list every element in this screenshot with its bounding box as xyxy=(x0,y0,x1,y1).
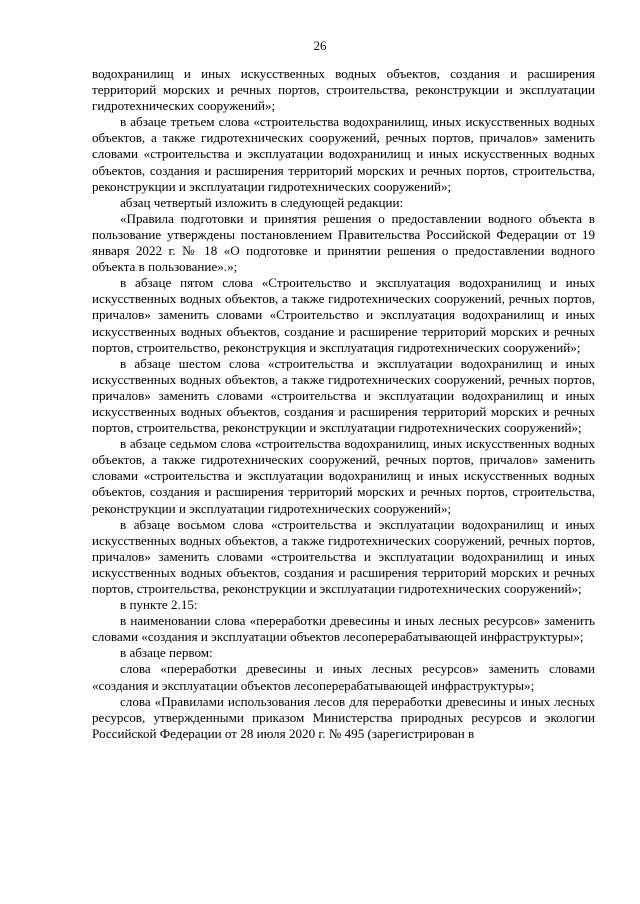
paragraph: «Правила подготовки и принятия решения о предоставлении водного объекта в пользование утверждены постановлением Правительства Российской Федерации от 19 января 2022 г. № 18 «О подготовке и принятии решения о предоставлении водного объекта в пользование».»; xyxy=(92,210,595,275)
paragraph: в абзаце седьмом слова «строительства водохранилищ, иных искусственных водных объектов, а также гидротехнических сооружений, речных портов, причалов» заменить словами «строительства и эксплуатации водохранилищ и иных искусственных водных объектов, создания и расширения территорий морских и речных портов, строительства, реконструкции и эксплуатации гидротехнических сооружений»; xyxy=(92,436,595,516)
paragraph: слова «переработки древесины и иных лесных ресурсов» заменить словами «создания и эксплуатации объектов лесоперерабатывающей инфраструктуры»; xyxy=(92,661,595,693)
paragraph: в абзаце шестом слова «строительства и эксплуатации водохранилищ и иных искусственных водных объектов, а также гидротехнических сооружений, речных портов, причалов» заменить словами «строительства и эксплуатации водохранилищ и иных искусственных водных объектов, создания и расширения территорий морских и речных портов, строительства, реконструкции и эксплуатации гидротехнических сооружений»; xyxy=(92,355,595,436)
document-body xyxy=(92,66,595,742)
page-number: 26 xyxy=(313,38,327,53)
paragraph: в абзаце пятом слова «Строительство и эксплуатация водохранилищ и иных искусственных водных объектов, а также гидротехнических сооружений, речных портов, причалов» заменить словами «Строительство и эксплуатация водохранилищ и иных искусственных водных объектов, создание и расширение территорий морских и речных портов, строительство, реконструкция и эксплуатация гидротехнических сооружений»; xyxy=(92,275,595,355)
paragraph: водохранилищ и иных искусственных водных объектов, создания и расширения территорий морских и речных портов, строительства, реконструкции и эксплуатации гидротехнических сооружений»; xyxy=(92,66,595,114)
paragraph: в наименовании слова «переработки древесины и иных лесных ресурсов» заменить словами «создания и эксплуатации объектов лесоперерабатывающей инфраструктуры»; xyxy=(92,613,595,645)
paragraph: в абзаце третьем слова «строительства водохранилищ, иных искусственных водных объектов, а также гидротехнических сооружений, речных портов, причалов» заменить словами «строительства и эксплуатации водохранилищ и иных искусственных водных объектов, создания и расширения территорий морских и речных портов, строительства, реконструкции и эксплуатации гидротехнических сооружений»; xyxy=(92,114,595,194)
paragraph: абзац четвертый изложить в следующей редакции: xyxy=(120,194,404,210)
paragraph: слова «Правилами использования лесов для переработки древесины и иных лесных ресурсов, утвержденными приказом Министерства природных ресурсов и экологии Российской Федерации от 28 июля 2020 г. № 495 (зарегистрирован в xyxy=(92,693,595,741)
paragraph: в абзаце первом: xyxy=(120,645,213,661)
paragraph: в абзаце восьмом слова «строительства и эксплуатации водохранилищ и иных искусственных водных объектов, а также гидротехнических сооружений, речных портов, причалов» заменить словами «строительства и эксплуатации водохранилищ и иных искусственных водных объектов, создания и расширения территорий морских и речных портов, строительства, реконструкции и эксплуатации гидротехнических сооружений»; xyxy=(92,516,595,596)
paragraph: в пункте 2.15: xyxy=(120,597,198,613)
